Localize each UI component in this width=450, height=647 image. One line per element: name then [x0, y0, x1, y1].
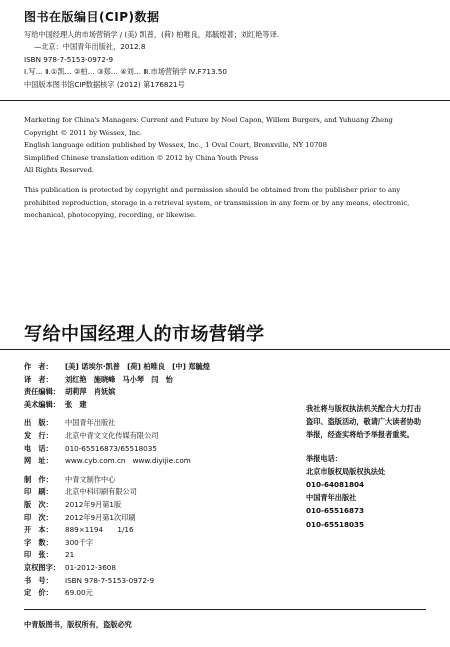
credit-value: 北京中科印刷有限公司	[65, 487, 137, 497]
hotline-label: 举报电话：	[306, 453, 342, 463]
credit-label: 开 本：	[24, 525, 53, 535]
credit-label: 字 数：	[24, 537, 53, 547]
credit-value: 刘红艳 施晓峰 马小琴 闫 怡	[65, 374, 173, 384]
credit-value: 69.00元	[65, 588, 93, 598]
credit-row	[24, 443, 294, 456]
credit-row	[24, 361, 294, 374]
footer-statement: 中青版图书，版权所有，盗版必究	[24, 620, 132, 629]
credit-value: 889×1194 1/16	[65, 525, 134, 535]
credit-value: [美] 诺埃尔·凯普 [荷] 柏唯良 [中] 郑毓煌	[65, 362, 210, 371]
copyright-line: English language edition published by Wessex, Inc., 1 Oval Court, Bronxville, NY 10708	[24, 141, 327, 150]
cip-title: 图书在版编目(CIP)数据	[24, 10, 160, 24]
cip-line: 写给中国经理人的市场营销学 / (美) 凯普，(荷) 柏唯良，郑毓煌著；刘红艳等译.	[24, 30, 280, 39]
credit-label: 美术编辑：	[24, 399, 60, 409]
notice-phone: 010-64081804	[306, 480, 364, 490]
credit-row	[24, 587, 294, 600]
divider	[0, 349, 450, 350]
credit-value: 01-2012-3608	[65, 562, 116, 572]
cip-line: 中国版本图书馆CIP数据核字 (2012) 第176821号	[24, 79, 185, 89]
credit-label: 作 者：	[24, 362, 53, 371]
credit-label: 定 价：	[24, 588, 53, 598]
credit-row	[24, 537, 294, 550]
credit-value: 2012年9月第1版	[65, 499, 122, 509]
credit-label: 印 刷：	[24, 487, 53, 497]
credit-row	[24, 524, 294, 537]
cip-line: ISBN 978-7-5153-0972-9	[24, 54, 114, 64]
notice-office: 中国青年出版社	[306, 493, 357, 503]
credit-row	[24, 474, 294, 487]
credit-label: 制 作：	[24, 474, 53, 484]
credit-value: ISBN 978-7-5153-0972-9	[65, 575, 155, 585]
rights-statement: This publication is protected by copyright and permission should be obtained from the publisher prior to any prohibited reproduction, storage in a retrieval system, or transmission in any form or by any means, electronic, mechanical, photocopying, recording, or likewise.	[24, 185, 410, 220]
cip-data-block	[24, 29, 279, 91]
credit-label: 京权图字：	[24, 562, 60, 572]
credit-label: 译 者：	[24, 374, 53, 384]
credit-value: 21	[65, 550, 75, 560]
credit-row	[24, 575, 294, 588]
credit-row	[24, 499, 294, 512]
copyright-line: All Rights Reserved.	[24, 166, 95, 175]
credit-value: 北京中青文文化传媒有限公司	[65, 430, 159, 440]
credit-label: 发 行：	[24, 430, 53, 440]
notice-statement: 我社将与版权执法机关配合大力打击盗印、盗版活动，敬请广大读者协助举报，经查实将给予举报者重奖。	[306, 404, 422, 440]
divider	[24, 609, 426, 610]
anti-piracy-notice	[306, 402, 424, 531]
credit-label: 版 次：	[24, 499, 53, 509]
credit-value: www.cyb.com.cn www.diyijie.com	[65, 456, 191, 466]
credit-row	[24, 386, 294, 399]
credit-row	[24, 562, 294, 575]
credit-row	[24, 430, 294, 443]
english-copyright-block	[24, 114, 429, 222]
credit-value: 010-65516873/65518035	[65, 443, 157, 453]
credits-block	[24, 361, 294, 600]
copyright-line: Copyright © 2011 by Wessex, Inc.	[24, 128, 142, 137]
credit-row	[24, 374, 294, 387]
credit-label: 电 话：	[24, 443, 53, 453]
credit-row	[24, 549, 294, 562]
credit-value: 300千字	[65, 537, 94, 547]
credit-row	[24, 455, 294, 468]
credit-value: 胡莉萍 肖妩嫔	[65, 387, 116, 397]
credit-value: 中国青年出版社	[65, 418, 116, 428]
cip-line: —北京：中国青年出版社，2012.8	[34, 42, 146, 52]
credit-row	[24, 417, 294, 430]
credit-label: 印 次：	[24, 512, 53, 522]
credit-label: 印 张：	[24, 550, 53, 560]
credit-label: 出 版：	[24, 418, 53, 428]
credit-value: 张 建	[65, 399, 87, 409]
copyright-line: Marketing for China's Managers: Current and Future by Noel Capon, Willem Burgers, and Yuhuang Zheng	[24, 116, 393, 124]
credit-row	[24, 486, 294, 499]
book-title: 写给中国经理人的市场营销学	[24, 324, 265, 345]
credit-row	[24, 512, 294, 525]
credit-row	[24, 399, 294, 412]
credit-label: 书 号：	[24, 575, 53, 585]
credit-value: 中青文制作中心	[65, 474, 116, 484]
credit-label: 网 址：	[24, 456, 53, 466]
divider	[0, 100, 450, 101]
notice-office: 北京市版权局版权执法处	[306, 466, 386, 476]
notice-phone: 010-65516873	[306, 506, 364, 516]
credit-value: 2012年9月第1次印刷	[65, 512, 136, 522]
copyright-line: Simplified Chinese translation edition © 2012 by China Youth Press	[24, 153, 259, 162]
notice-phone: 010-65518035	[306, 519, 364, 529]
cip-line: Ⅰ.写… Ⅱ.①凯… ②柏… ③郑… ④刘… Ⅲ.市场营销学 Ⅳ.F713.50	[24, 67, 227, 77]
credit-label: 责任编辑：	[24, 387, 60, 397]
